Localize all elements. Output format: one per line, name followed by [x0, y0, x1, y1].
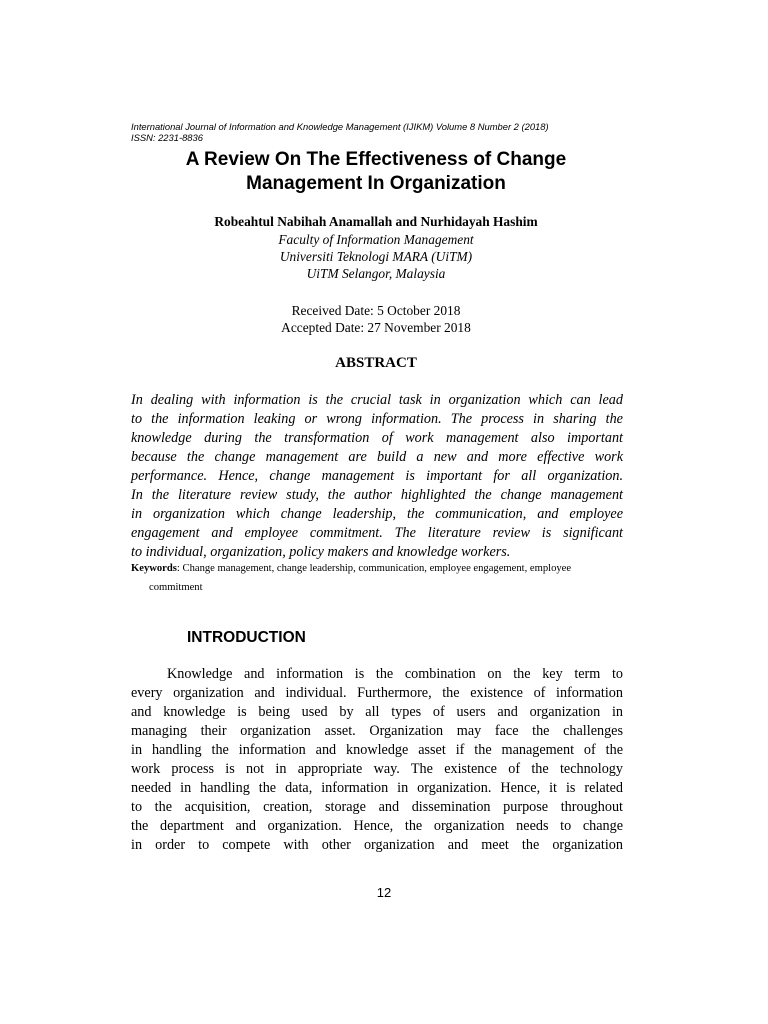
introduction-line: in order to compete with other organization and meet the organization	[131, 837, 623, 853]
introduction-heading: INTRODUCTION	[187, 629, 306, 646]
abstract-line: knowledge during the transformation of work management also important	[131, 430, 623, 446]
accepted-date: Accepted Date: 27 November 2018	[281, 320, 471, 335]
affiliation-faculty: Faculty of Information Management	[278, 232, 474, 247]
abstract-line: In the literature review study, the author highlighted the change management	[131, 487, 623, 503]
keywords-list: : Change management, change leadership, communication, employee engagement, employee	[176, 563, 572, 574]
author-names: Robeahtul Nabihah Anamallah and Nurhidayah Hashim	[214, 214, 538, 229]
introduction-line: work process is not in appropriate way. The existence of the technology	[131, 761, 623, 777]
keywords-block	[131, 559, 623, 597]
journal-header: International Journal of Information and Knowledge Management (IJIKM) Volume 8 Number 2 (2018)	[131, 121, 549, 132]
introduction-line: in handling the information and knowledge asset if the management of the	[131, 742, 623, 758]
abstract-line: In dealing with information is the crucial task in organization which can lead	[131, 392, 623, 408]
keywords-continuation: commitment	[149, 582, 203, 593]
abstract-line: performance. Hence, change management is important for all organization.	[131, 468, 623, 484]
abstract-line: because the change management are build a new and more effective work	[131, 449, 623, 465]
introduction-line: and knowledge is being used by all types of users and organization in	[131, 704, 623, 720]
keywords-line	[131, 559, 623, 578]
introduction-line: every organization and individual. Furthermore, the existence of information	[131, 685, 623, 701]
received-date: Received Date: 5 October 2018	[291, 303, 461, 318]
introduction-line: to the acquisition, creation, storage and dissemination purpose throughout	[131, 799, 623, 815]
abstract-body	[131, 391, 623, 562]
affiliation-campus: UiTM Selangor, Malaysia	[306, 266, 446, 281]
abstract-line: in organization which change leadership, the communication, and employee	[131, 506, 623, 522]
abstract-line: to the information leaking or wrong information. The process in sharing the	[131, 411, 623, 427]
page-number: 12	[376, 885, 392, 900]
keywords-label: Keywords	[131, 563, 177, 574]
issn-line: ISSN: 2231-8836	[131, 132, 203, 143]
introduction-line: Knowledge and information is the combination on the key term to	[167, 666, 623, 682]
introduction-body	[131, 665, 623, 855]
affiliation-university: Universiti Teknologi MARA (UiTM)	[279, 249, 473, 264]
introduction-line: the department and organization. Hence, the organization needs to change	[131, 818, 623, 834]
paper-title-line-1: A Review On The Effectiveness of Change	[185, 149, 567, 170]
abstract-line: engagement and employee commitment. The literature review is significant	[131, 525, 623, 541]
abstract-line: to individual, organization, policy makers and knowledge workers.	[131, 544, 511, 560]
introduction-line: managing their organization asset. Organization may face the challenges	[131, 723, 623, 739]
paper-title-line-2: Management In Organization	[246, 173, 506, 194]
abstract-heading: ABSTRACT	[335, 355, 417, 371]
introduction-line: needed in handling the data, information in organization. Hence, it is related	[131, 780, 623, 796]
